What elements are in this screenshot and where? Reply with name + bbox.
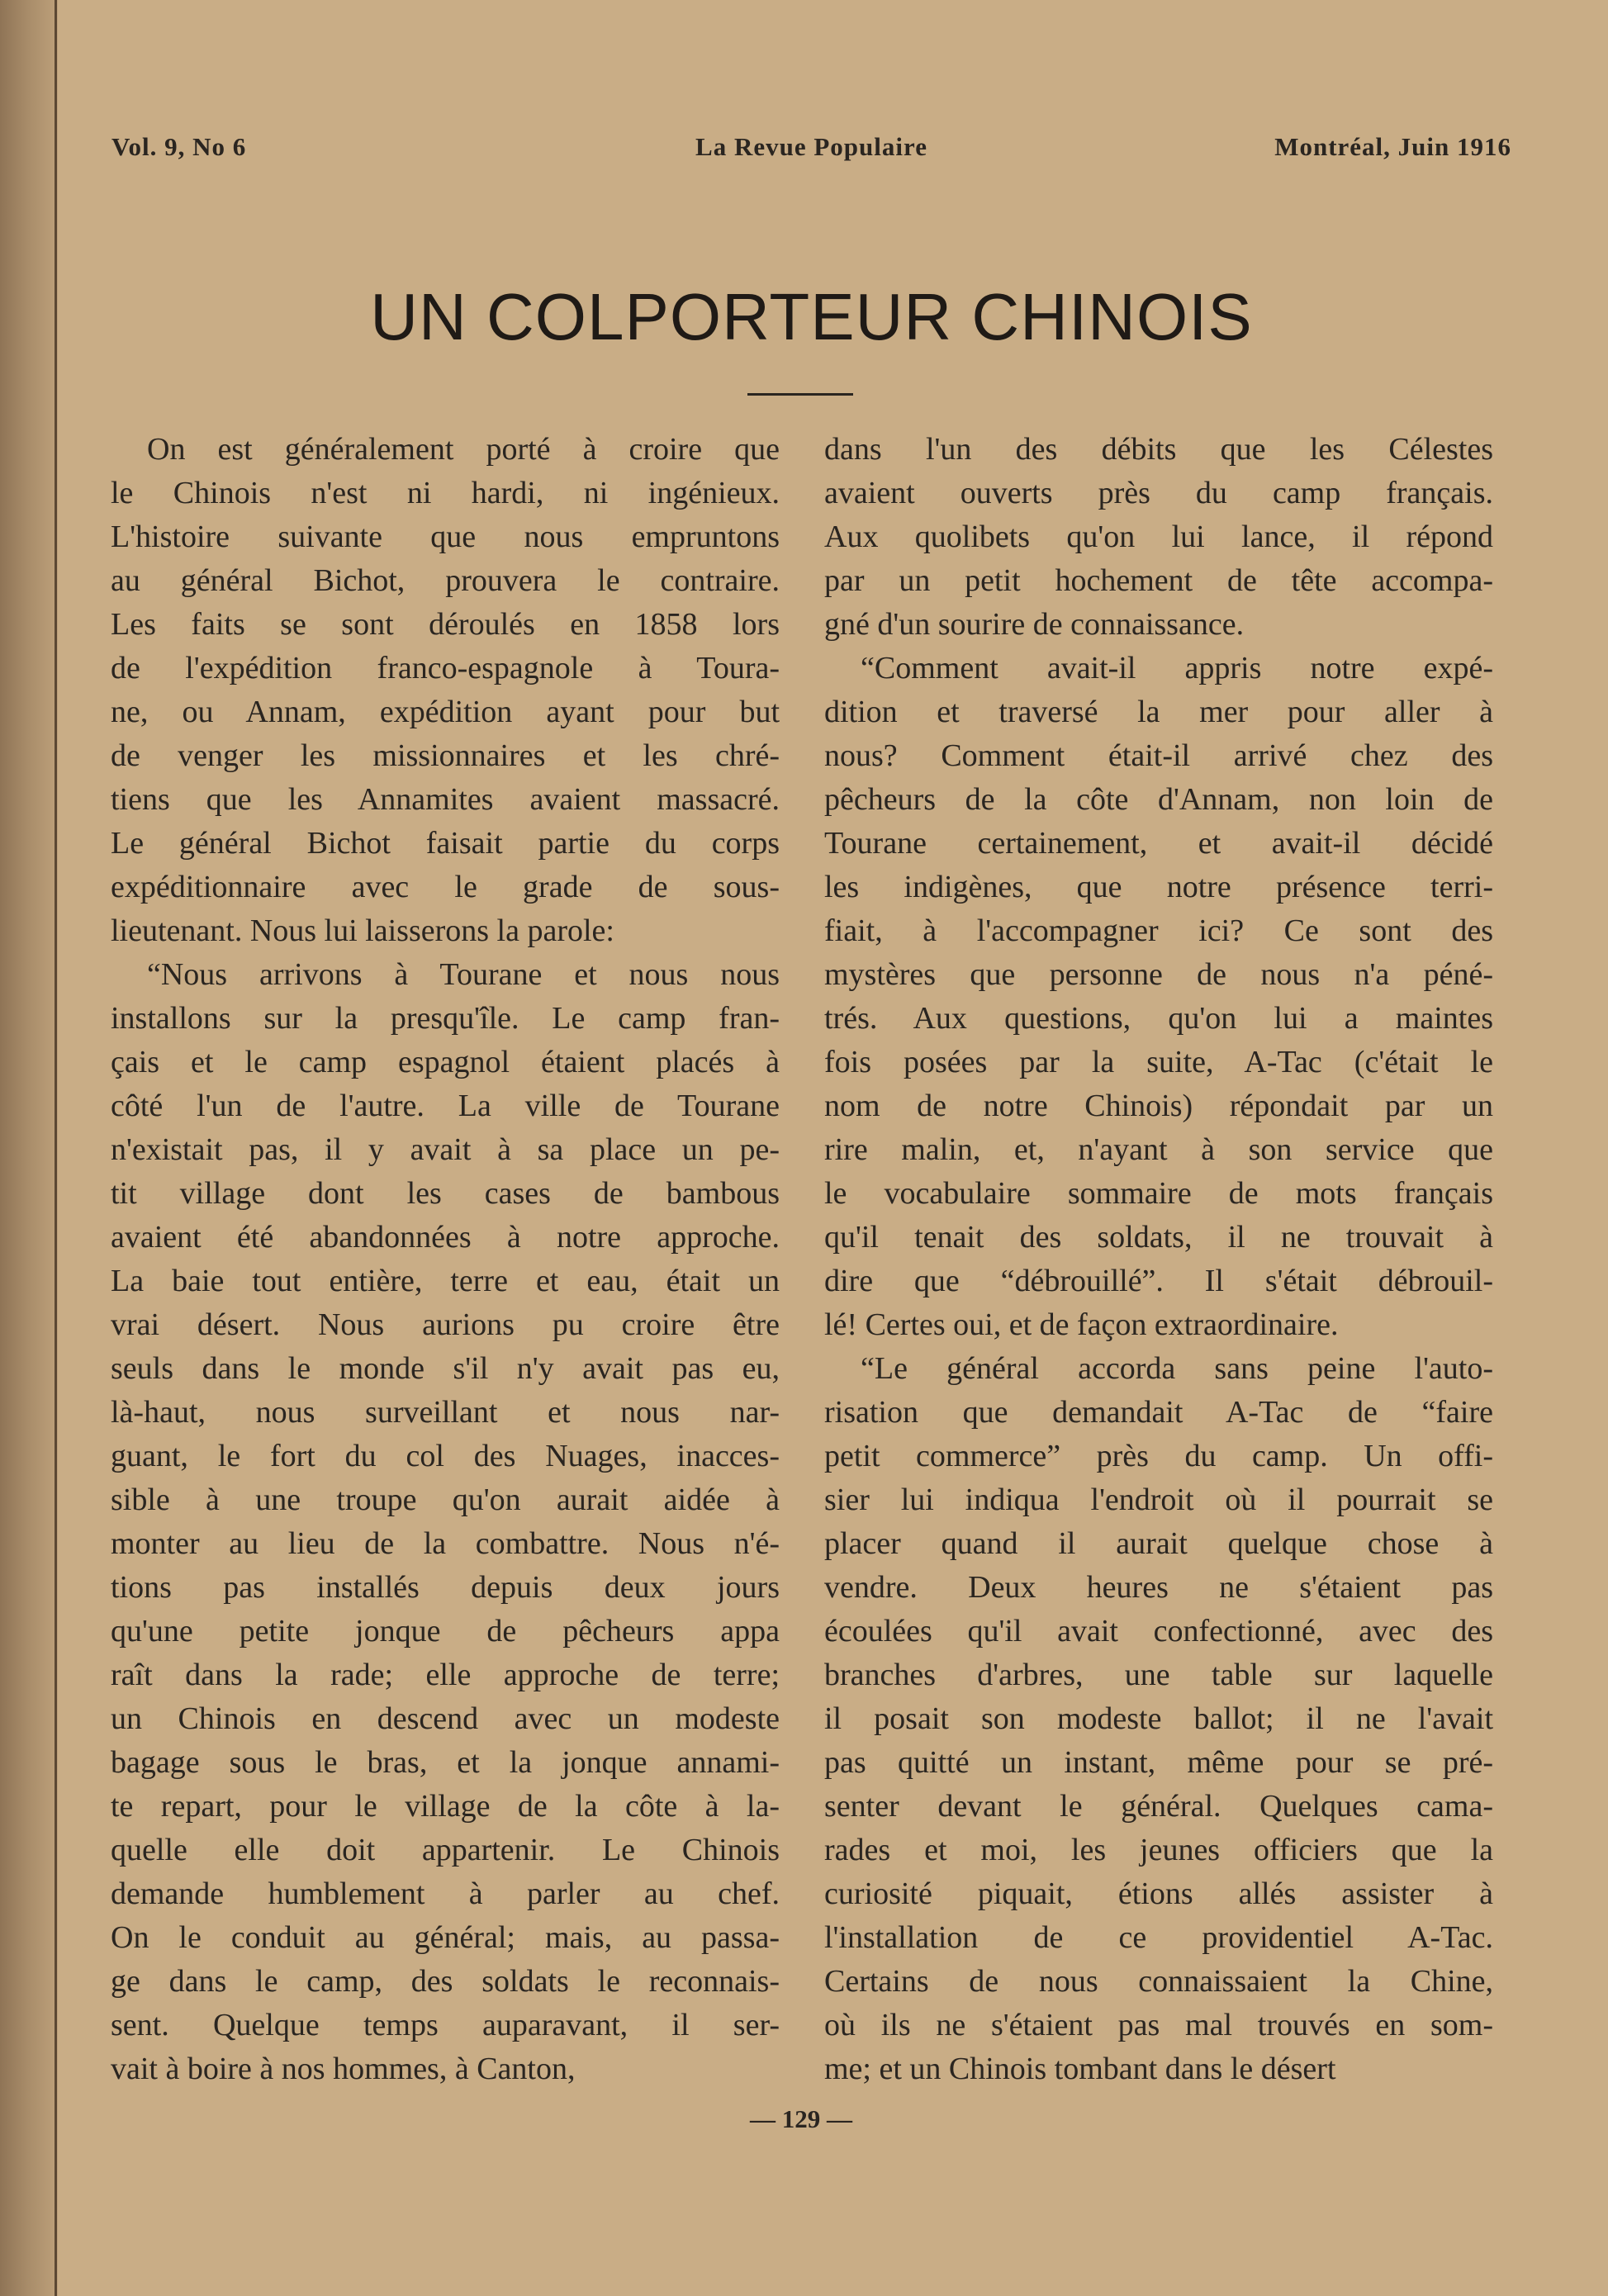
text-line: un Chinois en descend avec un modeste (111, 1701, 780, 1736)
text-line: placer quand il aurait quelque chose à (824, 1526, 1493, 1561)
text-line: écoulées qu'il avait confectionné, avec des (824, 1614, 1493, 1648)
text-line: te repart, pour le village de la côte à la- (111, 1789, 780, 1824)
text-line: Tourane certainement, et avait-il décidé (824, 826, 1493, 861)
text-line: demande humblement à parler au chef. (111, 1876, 780, 1911)
text-line: trés. Aux questions, qu'on lui a maintes (824, 1001, 1493, 1036)
text-line: dans l'un des débits que les Célestes (824, 432, 1493, 467)
left-column (111, 428, 780, 2091)
text-line: expéditionnaire avec le grade de sous- (111, 870, 780, 904)
text-line: le vocabulaire sommaire de mots français (824, 1176, 1493, 1211)
text-line: rire malin, et, n'ayant à son service que (824, 1132, 1493, 1167)
text-line: On est généralement porté à croire que (147, 432, 780, 467)
text-line: “Le général accorda sans peine l'auto- (861, 1351, 1493, 1386)
text-line: petit commerce” près du camp. Un offi- (824, 1439, 1493, 1473)
text-line: n'existait pas, il y avait à sa place un pe- (111, 1132, 780, 1167)
text-line: gné d'un sourire de connaissance. (824, 607, 1245, 642)
text-line: guant, le fort du col des Nuages, inacces- (111, 1439, 780, 1473)
text-line: dition et traversé la mer pour aller à (824, 695, 1493, 729)
text-line: L'histoire suivante que nous empruntons (111, 519, 780, 554)
text-line: “Nous arrivons à Tourane et nous nous (147, 957, 780, 992)
text-line: sier lui indiqua l'endroit où il pourrait se (824, 1482, 1493, 1517)
text-line: On le conduit au général; mais, au passa- (111, 1920, 780, 1955)
text-line: “Comment avait-il appris notre expé- (861, 651, 1493, 685)
text-line: La baie tout entière, terre et eau, était un (111, 1264, 780, 1298)
text-line: quelle elle doit appartenir. Le Chinois (111, 1833, 780, 1867)
text-line: lé! Certes oui, et de façon extraordinaire. (824, 1307, 1339, 1342)
text-line: de venger les missionnaires et les chré- (111, 738, 780, 773)
page-number: — 129 — (750, 2104, 852, 2133)
text-line: côté l'un de l'autre. La ville de Tourane (111, 1089, 780, 1123)
text-line: raît dans la rade; elle approche de terre; (111, 1658, 780, 1692)
text-line: me; et un Chinois tombant dans le désert (824, 2052, 1336, 2086)
text-line: çais et le camp espagnol étaient placés à (111, 1045, 780, 1079)
text-line: au général Bichot, prouvera le contraire. (111, 563, 780, 598)
text-line: vait à boire à nos hommes, à Canton, (111, 2052, 576, 2086)
text-line: installons sur la presqu'île. Le camp fran- (111, 1001, 780, 1036)
text-line: tions pas installés depuis deux jours (111, 1570, 780, 1605)
text-line: pas quitté un instant, même pour se pré- (824, 1745, 1493, 1780)
text-line: avaient ouverts près du camp français. (824, 476, 1493, 510)
text-line: les indigènes, que notre présence terri- (824, 870, 1493, 904)
text-line: ne, ou Annam, expédition ayant pour but (111, 695, 780, 729)
text-line: vrai désert. Nous aurions pu croire être (111, 1307, 780, 1342)
text-line: où ils ne s'étaient pas mal trouvés en som- (824, 2008, 1493, 2042)
text-line: branches d'arbres, une table sur laquelle (824, 1658, 1493, 1692)
text-line: pêcheurs de la côte d'Annam, non loin de (824, 782, 1493, 817)
text-line: tiens que les Annamites avaient massacré. (111, 782, 780, 817)
text-line: bagage sous le bras, et la jonque annami- (111, 1745, 780, 1780)
text-line: il posait son modeste ballot; il ne l'avait (824, 1701, 1493, 1736)
text-line: de l'expédition franco-espagnole à Toura- (111, 651, 780, 685)
text-line: Certains de nous connaissaient la Chine, (824, 1964, 1493, 1999)
text-line: ge dans le camp, des soldats le reconnais- (111, 1964, 780, 1999)
text-line: monter au lieu de la combattre. Nous n'é- (111, 1526, 780, 1561)
article-title: UN COLPORTEUR CHINOIS (370, 280, 1253, 353)
text-line: risation que demandait A-Tac de “faire (824, 1395, 1493, 1430)
text-line: avaient été abandonnées à notre approche. (111, 1220, 780, 1255)
text-line: lieutenant. Nous lui laisserons la parole: (111, 913, 614, 948)
page-binding-shadow (0, 0, 58, 2296)
text-line: rades et moi, les jeunes officiers que la (824, 1833, 1493, 1867)
text-line: mystères que personne de nous n'a péné- (824, 957, 1493, 992)
right-column (824, 428, 1493, 2091)
text-line: Les faits se sont déroulés en 1858 lors (111, 607, 780, 642)
text-line: fois posées par la suite, A-Tac (c'était le (824, 1045, 1493, 1079)
volume-number: Vol. 9, No 6 (111, 132, 247, 161)
text-line: senter devant le général. Quelques cama- (824, 1789, 1493, 1824)
text-line: nous? Comment était-il arrivé chez des (824, 738, 1493, 773)
text-line: qu'il tenait des soldats, il ne trouvait à (824, 1220, 1493, 1255)
text-line: Aux quolibets qu'on lui lance, il répond (824, 519, 1493, 554)
text-line: par un petit hochement de tête accompa- (824, 563, 1493, 598)
publication-name: La Revue Populaire (695, 132, 927, 161)
place-and-date: Montréal, Juin 1916 (1274, 132, 1511, 161)
binding-edge (55, 0, 57, 2296)
text-line: Le général Bichot faisait partie du corps (111, 826, 780, 861)
title-rule (747, 393, 853, 396)
text-line: seuls dans le monde s'il n'y avait pas eu, (111, 1351, 780, 1386)
text-line: là-haut, nous surveillant et nous nar- (111, 1395, 780, 1430)
text-line: le Chinois n'est ni hardi, ni ingénieux. (111, 476, 780, 510)
text-line: nom de notre Chinois) répondait par un (824, 1089, 1493, 1123)
text-line: tit village dont les cases de bambous (111, 1176, 780, 1211)
text-line: curiosité piquait, étions allés assister à (824, 1876, 1493, 1911)
text-line: qu'une petite jonque de pêcheurs appa (111, 1614, 780, 1648)
text-line: l'installation de ce providentiel A-Tac. (824, 1920, 1493, 1955)
text-line: dire que “débrouillé”. Il s'était débrouil- (824, 1264, 1493, 1298)
text-line: sent. Quelque temps auparavant, il ser- (111, 2008, 780, 2042)
running-head (111, 132, 1511, 173)
text-line: fiait, à l'accompagner ici? Ce sont des (824, 913, 1493, 948)
text-line: vendre. Deux heures ne s'étaient pas (824, 1570, 1493, 1605)
text-line: sible à une troupe qu'on aurait aidée à (111, 1482, 780, 1517)
